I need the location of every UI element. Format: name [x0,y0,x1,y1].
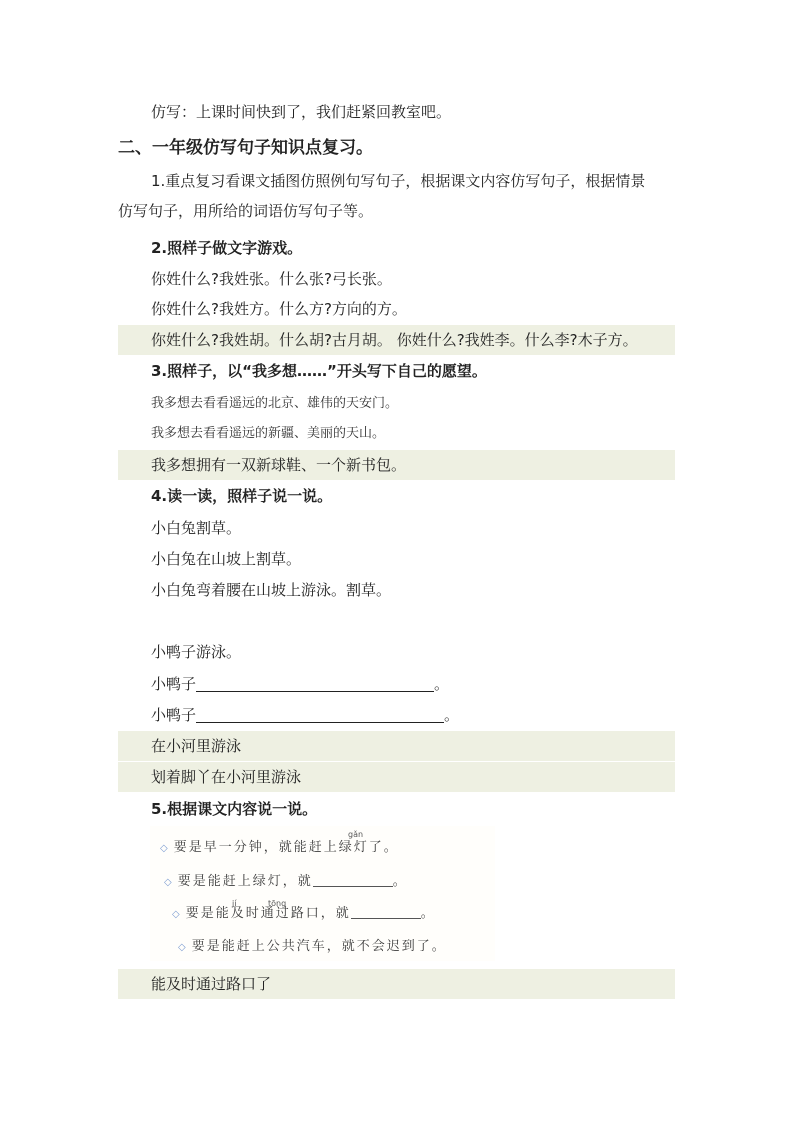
diamond-icon: ◇ [160,843,168,854]
fill-2-blank [196,704,444,723]
fill-1-blank [196,673,434,692]
item-3-example-a: 我多想去看看遥远的北京、雄伟的天安门。 [151,396,399,411]
row-1-text: 要是早一分钟，就能赶上绿灯了。 [173,840,399,855]
item-4-fill-2 [151,700,675,730]
row-2-blank [313,872,393,887]
item-4-line-c: 小白兔弯着腰在山坡上游泳。割草。 [151,581,392,599]
row-3-blank [351,904,421,919]
fill-1-prefix: 小鸭子 [151,675,197,693]
row-3-period: 。 [420,906,436,921]
diamond-icon: ◇ [164,877,172,888]
item-4-answer-b: 划着脚丫在小河里游泳 [118,762,675,792]
item-4-fill-1 [151,669,675,699]
item-2-line-a: 你姓什么?我姓张。什么张?弓长张。 [151,270,392,288]
item-4-line-a: 小白兔割草。 [151,519,242,537]
paragraph-1b: 仿写句子，用所给的词语仿写句子等。 [118,202,374,220]
paragraph-1a: 1.重点复习看课文插图仿照例句写句子，根据课文内容仿写句子，根据情景 [151,172,646,190]
row-2-text: 要是能赶上绿灯，就 [177,874,313,889]
item-3-answer: 我多想拥有一双新球鞋、一个新书包。 [118,450,675,480]
item-4-line-d: 小鸭子游泳。 [151,643,242,661]
fill-2-prefix: 小鸭子 [151,706,197,724]
line-imitation: 仿写：上课时间快到了，我们赶紧回教室吧。 [151,103,452,121]
item-5-answer: 能及时通过路口了 [118,969,675,999]
item-5-title: 5.根据课文内容说一说。 [151,800,318,818]
textbook-row-4 [178,933,447,961]
row-4-text: 要是能赶上公共汽车，就不会迟到了。 [191,939,447,954]
section-heading: 二、一年级仿写句子知识点复习。 [118,138,373,158]
item-3-example-b: 我多想去看看遥远的新疆、美丽的天山。 [151,426,386,441]
item-4-title: 4.读一读，照样子说一说。 [151,487,333,505]
item-3-title: 3.照样子，以“我多想……”开头写下自己的愿望。 [151,362,487,380]
pinyin-ji: jí [232,899,237,908]
textbook-row-1 [160,830,399,862]
diamond-icon: ◇ [178,942,186,953]
pinyin-tong: tōng [268,899,287,908]
item-4-line-b: 小白兔在山坡上割草。 [151,550,302,568]
textbook-excerpt [150,826,495,961]
item-2-answer: 你姓什么?我姓胡。什么胡?古月胡。 你姓什么?我姓李。什么李?木子方。 [118,325,675,355]
item-2-title: 2.照样子做文字游戏。 [151,239,303,257]
fill-1-period: 。 [434,675,450,693]
textbook-row-3 [172,900,436,928]
diamond-icon: ◇ [172,909,180,920]
pinyin-gan: gǎn [348,830,364,839]
fill-2-period: 。 [444,706,460,724]
item-2-line-b: 你姓什么?我姓方。什么方?方向的方。 [151,300,407,318]
row-2-period: 。 [392,874,408,889]
item-4-answer-a: 在小河里游泳 [118,731,675,761]
row-3-text: 要是能及时通过路口，就 [185,906,351,921]
